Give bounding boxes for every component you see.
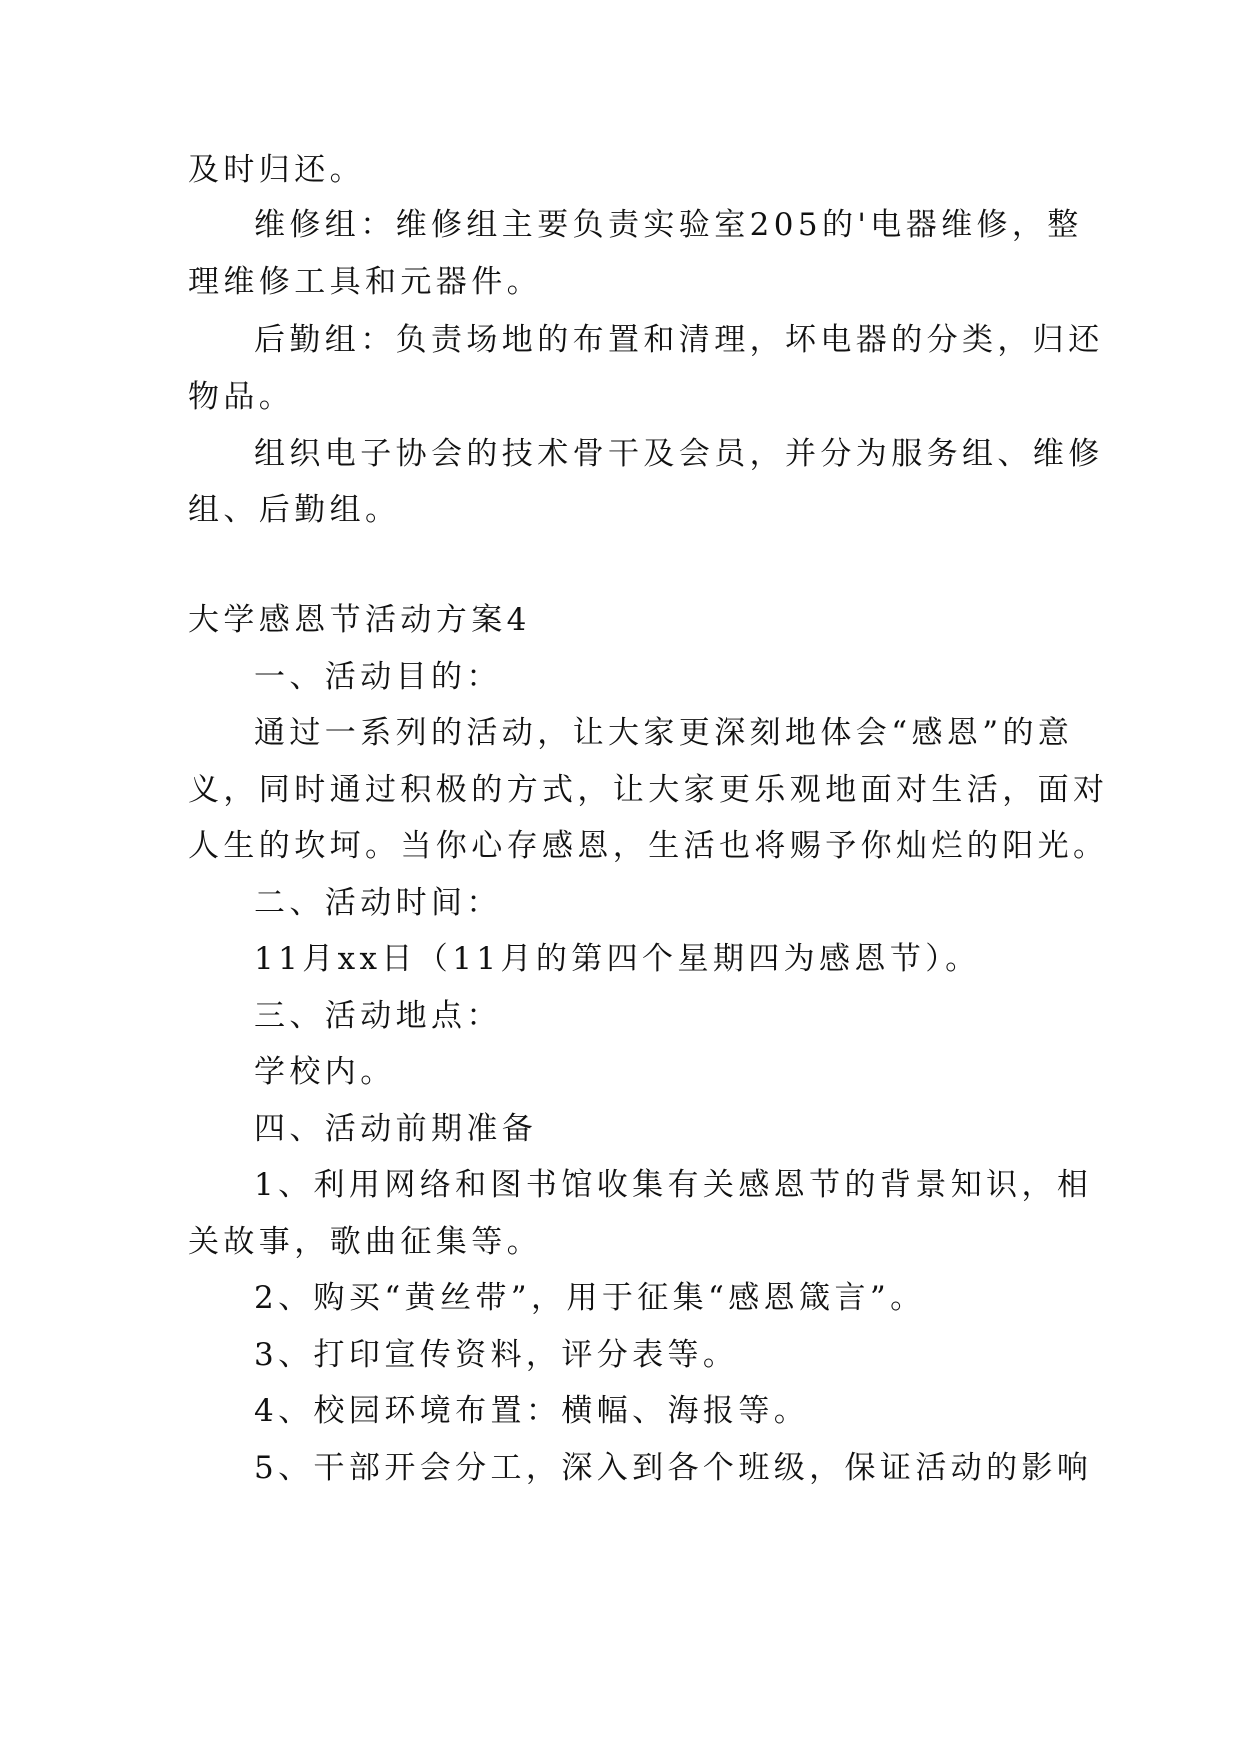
text-line: 维修组：维修组主要负责实验室205的'电器维修，整 xyxy=(254,207,1083,243)
text-line: 义，同时通过积极的方式，让大家更乐观地面对生活，面对 xyxy=(188,772,1109,808)
text-line: 一、活动目的： xyxy=(254,659,502,695)
text-line: 人生的坎坷。当你心存感恩，生活也将赐予你灿烂的阳光。 xyxy=(188,828,1109,864)
text-line: 理维修工具和元器件。 xyxy=(188,264,542,300)
text-line: 3、打印宣传资料，评分表等。 xyxy=(254,1337,739,1373)
section-heading: 大学感恩节活动方案4 xyxy=(188,602,531,638)
text-line: 物品。 xyxy=(188,379,295,415)
text-line: 4、校园环境布置：横幅、海报等。 xyxy=(254,1393,810,1429)
text-line: 1、利用网络和图书馆收集有关感恩节的背景知识，相 xyxy=(254,1167,1093,1203)
text-line: 二、活动时间： xyxy=(254,885,502,921)
text-line: 学校内。 xyxy=(254,1054,396,1090)
text-line: 通过一系列的活动，让大家更深刻地体会“感恩”的意 xyxy=(254,715,1074,751)
text-line: 后勤组：负责场地的布置和清理，坏电器的分类，归还 xyxy=(254,322,1104,358)
text-line: 三、活动地点： xyxy=(254,998,502,1034)
text-line: 及时归还。 xyxy=(188,152,365,188)
text-line: 组织电子协会的技术骨干及会员，并分为服务组、维修 xyxy=(254,436,1104,472)
text-line: 11月xx日（11月的第四个星期四为感恩节）。 xyxy=(254,941,981,977)
text-line: 四、活动前期准备 xyxy=(254,1111,538,1147)
text-line: 5、干部开会分工，深入到各个班级，保证活动的影响 xyxy=(254,1450,1093,1486)
text-line: 组、后勤组。 xyxy=(188,492,401,528)
text-line: 关故事，歌曲征集等。 xyxy=(188,1224,542,1260)
text-line: 2、购买“黄丝带”，用于征集“感恩箴言”。 xyxy=(254,1280,926,1316)
